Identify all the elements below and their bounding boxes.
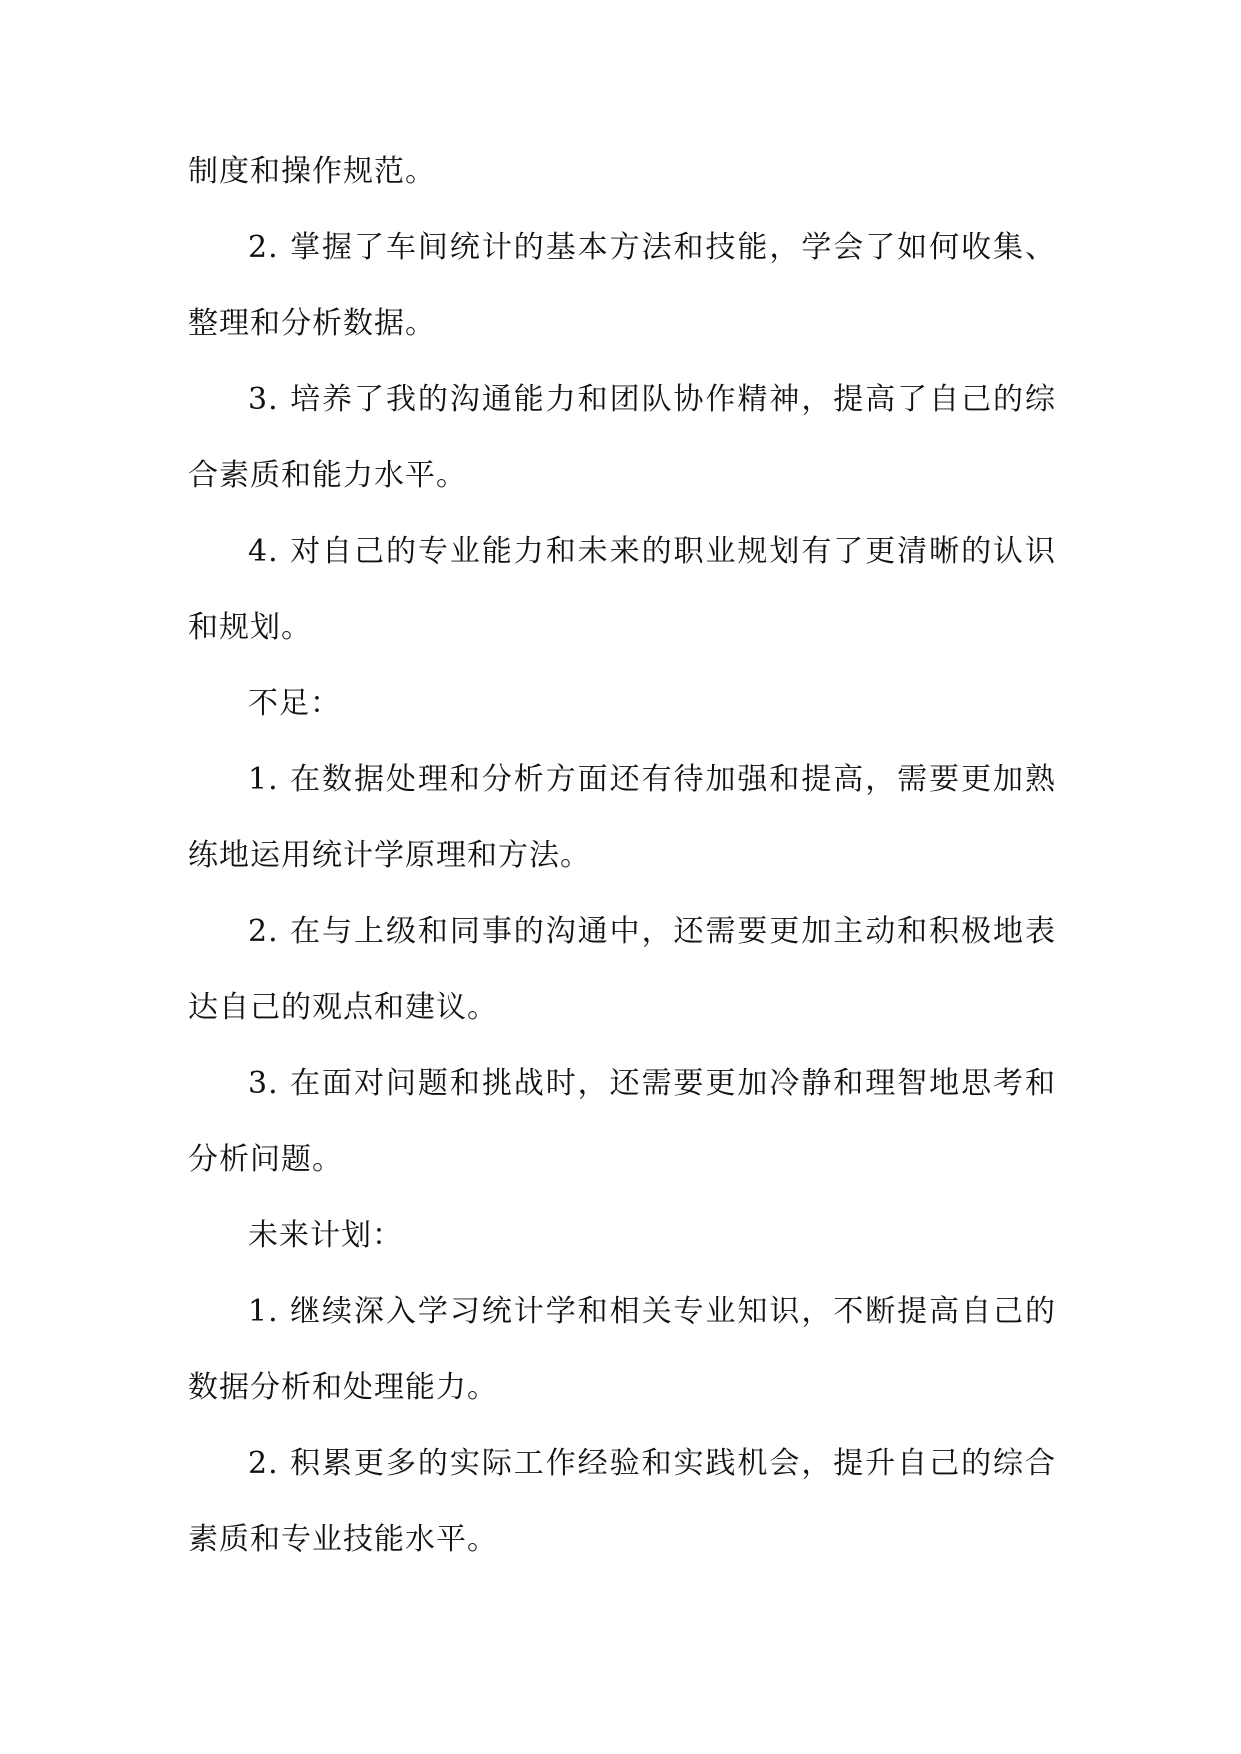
paragraph: 制度和操作规范。 xyxy=(188,154,436,189)
paragraph: 1. 在数据处理和分析方面还有待加强和提高，需要更加熟练地运用统计学原理和方法。 xyxy=(188,762,1056,873)
document-body xyxy=(188,134,1056,1578)
paragraph: 2. 掌握了车间统计的基本方法和技能，学会了如何收集、整理和分析数据。 xyxy=(188,230,1056,341)
paragraph: 2. 积累更多的实际工作经验和实践机会，提升自己的综合素质和专业技能水平。 xyxy=(188,1446,1056,1557)
paragraph: 4. 对自己的专业能力和未来的职业规划有了更清晰的认识和规划。 xyxy=(188,534,1056,645)
paragraph: 2. 在与上级和同事的沟通中，还需要更加主动和积极地表达自己的观点和建议。 xyxy=(188,914,1056,1025)
paragraph: 3. 培养了我的沟通能力和团队协作精神，提高了自己的综合素质和能力水平。 xyxy=(188,382,1056,493)
section-heading-shortcomings: 不足： xyxy=(248,686,341,721)
paragraph: 1. 继续深入学习统计学和相关专业知识，不断提高自己的数据分析和处理能力。 xyxy=(188,1294,1056,1405)
section-heading-future-plan: 未来计划： xyxy=(248,1218,403,1253)
paragraph: 3. 在面对问题和挑战时，还需要更加冷静和理智地思考和分析问题。 xyxy=(188,1066,1056,1177)
